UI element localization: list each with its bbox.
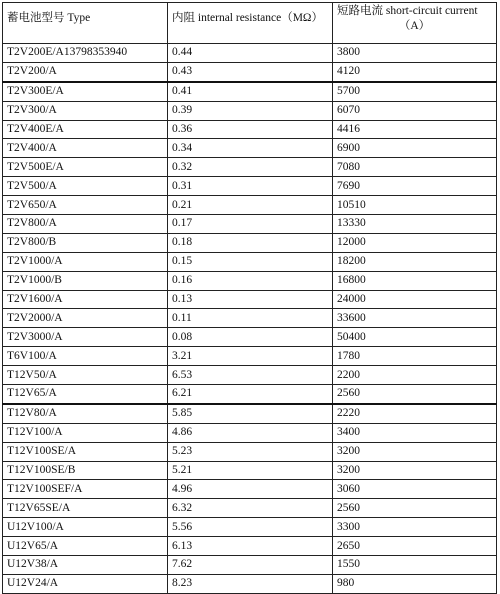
cell-resistance: 5.56 <box>168 518 333 537</box>
header-resistance: 内阻 internal resistance（MΩ） <box>168 3 333 44</box>
cell-current: 10510 <box>333 196 497 215</box>
cell-resistance: 0.11 <box>168 309 333 328</box>
header-current <box>333 3 497 44</box>
cell-type: T2V500E/A <box>3 158 168 177</box>
cell-current: 1550 <box>333 556 497 575</box>
cell-type: T12V65/A <box>3 385 168 404</box>
cell-type: T12V50/A <box>3 366 168 385</box>
cell-resistance: 0.44 <box>168 44 333 63</box>
cell-resistance: 0.21 <box>168 196 333 215</box>
cell-type: T12V100SE/A <box>3 442 168 461</box>
cell-current: 18200 <box>333 252 497 271</box>
cell-type: T12V100SE/B <box>3 461 168 480</box>
header-row <box>3 3 497 44</box>
header-type: 蓄电池型号 Type <box>3 3 168 44</box>
cell-resistance: 0.16 <box>168 271 333 290</box>
cell-resistance: 6.21 <box>168 385 333 404</box>
cell-type: T2V800/A <box>3 215 168 234</box>
cell-current: 7690 <box>333 177 497 196</box>
cell-current: 6900 <box>333 139 497 158</box>
cell-current: 3300 <box>333 518 497 537</box>
cell-type: U12V24/A <box>3 574 168 593</box>
cell-current: 12000 <box>333 233 497 252</box>
cell-type: T6V100/A <box>3 347 168 366</box>
table-row <box>3 215 497 234</box>
cell-current: 6070 <box>333 101 497 120</box>
cell-current: 3060 <box>333 480 497 499</box>
table-row <box>3 139 497 158</box>
table-row <box>3 233 497 252</box>
cell-resistance: 5.85 <box>168 404 333 423</box>
header-current-unit: （A） <box>398 20 431 32</box>
cell-type: T2V200E/A13798353940 <box>3 44 168 63</box>
cell-resistance: 0.15 <box>168 252 333 271</box>
cell-type: T2V1600/A <box>3 290 168 309</box>
table-row <box>3 44 497 63</box>
cell-current: 4120 <box>333 62 497 81</box>
table-row <box>3 442 497 461</box>
table-row <box>3 290 497 309</box>
table-row <box>3 62 497 81</box>
cell-current: 3200 <box>333 461 497 480</box>
cell-resistance: 5.23 <box>168 442 333 461</box>
cell-resistance: 5.21 <box>168 461 333 480</box>
table-row <box>3 347 497 366</box>
table-row <box>3 404 497 423</box>
cell-current: 4416 <box>333 120 497 139</box>
cell-resistance: 0.43 <box>168 62 333 81</box>
table-row <box>3 177 497 196</box>
table-body <box>3 44 497 594</box>
table-row <box>3 252 497 271</box>
table-row <box>3 461 497 480</box>
cell-current: 24000 <box>333 290 497 309</box>
table-row <box>3 196 497 215</box>
cell-current: 2200 <box>333 366 497 385</box>
cell-resistance: 0.31 <box>168 177 333 196</box>
table-row <box>3 499 497 518</box>
header-current-label: 短路电流 short-circuit current <box>337 5 478 17</box>
table-row <box>3 158 497 177</box>
cell-type: T2V300E/A <box>3 82 168 101</box>
cell-current: 2220 <box>333 404 497 423</box>
table-row <box>3 271 497 290</box>
cell-resistance: 3.21 <box>168 347 333 366</box>
cell-type: T2V400/A <box>3 139 168 158</box>
cell-type: T2V2000/A <box>3 309 168 328</box>
cell-resistance: 4.86 <box>168 423 333 442</box>
cell-resistance: 6.32 <box>168 499 333 518</box>
cell-resistance: 0.34 <box>168 139 333 158</box>
table-row <box>3 537 497 556</box>
table-row <box>3 480 497 499</box>
cell-resistance: 6.53 <box>168 366 333 385</box>
cell-resistance: 4.96 <box>168 480 333 499</box>
cell-resistance: 0.39 <box>168 101 333 120</box>
cell-current: 1780 <box>333 347 497 366</box>
cell-type: U12V38/A <box>3 556 168 575</box>
table-row <box>3 82 497 101</box>
cell-current: 50400 <box>333 328 497 347</box>
table-row <box>3 101 497 120</box>
cell-type: T2V650/A <box>3 196 168 215</box>
cell-resistance: 0.18 <box>168 233 333 252</box>
cell-type: U12V100/A <box>3 518 168 537</box>
battery-spec-table <box>2 2 497 594</box>
cell-type: T2V400E/A <box>3 120 168 139</box>
cell-resistance: 6.13 <box>168 537 333 556</box>
cell-type: T2V1000/A <box>3 252 168 271</box>
table-row <box>3 518 497 537</box>
cell-type: T2V3000/A <box>3 328 168 347</box>
cell-resistance: 0.13 <box>168 290 333 309</box>
cell-current: 5700 <box>333 82 497 101</box>
cell-resistance: 0.32 <box>168 158 333 177</box>
cell-resistance: 0.41 <box>168 82 333 101</box>
cell-current: 7080 <box>333 158 497 177</box>
table-row <box>3 423 497 442</box>
table-row <box>3 385 497 404</box>
cell-resistance: 8.23 <box>168 574 333 593</box>
cell-current: 2650 <box>333 537 497 556</box>
cell-resistance: 0.08 <box>168 328 333 347</box>
cell-current: 980 <box>333 574 497 593</box>
cell-resistance: 0.17 <box>168 215 333 234</box>
cell-current: 2560 <box>333 499 497 518</box>
cell-current: 3400 <box>333 423 497 442</box>
cell-resistance: 0.36 <box>168 120 333 139</box>
cell-current: 3200 <box>333 442 497 461</box>
cell-current: 2560 <box>333 385 497 404</box>
cell-type: T2V200/A <box>3 62 168 81</box>
table-row <box>3 309 497 328</box>
cell-type: U12V65/A <box>3 537 168 556</box>
table-row <box>3 556 497 575</box>
cell-type: T12V80/A <box>3 404 168 423</box>
cell-type: T2V1000/B <box>3 271 168 290</box>
cell-type: T12V100/A <box>3 423 168 442</box>
cell-type: T12V65SE/A <box>3 499 168 518</box>
table-header <box>3 3 497 44</box>
cell-current: 3800 <box>333 44 497 63</box>
cell-resistance: 7.62 <box>168 556 333 575</box>
cell-type: T12V100SEF/A <box>3 480 168 499</box>
cell-type: T2V800/B <box>3 233 168 252</box>
table-row <box>3 120 497 139</box>
cell-type: T2V300/A <box>3 101 168 120</box>
cell-type: T2V500/A <box>3 177 168 196</box>
cell-current: 16800 <box>333 271 497 290</box>
cell-current: 13330 <box>333 215 497 234</box>
table-row <box>3 366 497 385</box>
cell-current: 33600 <box>333 309 497 328</box>
table-row <box>3 328 497 347</box>
